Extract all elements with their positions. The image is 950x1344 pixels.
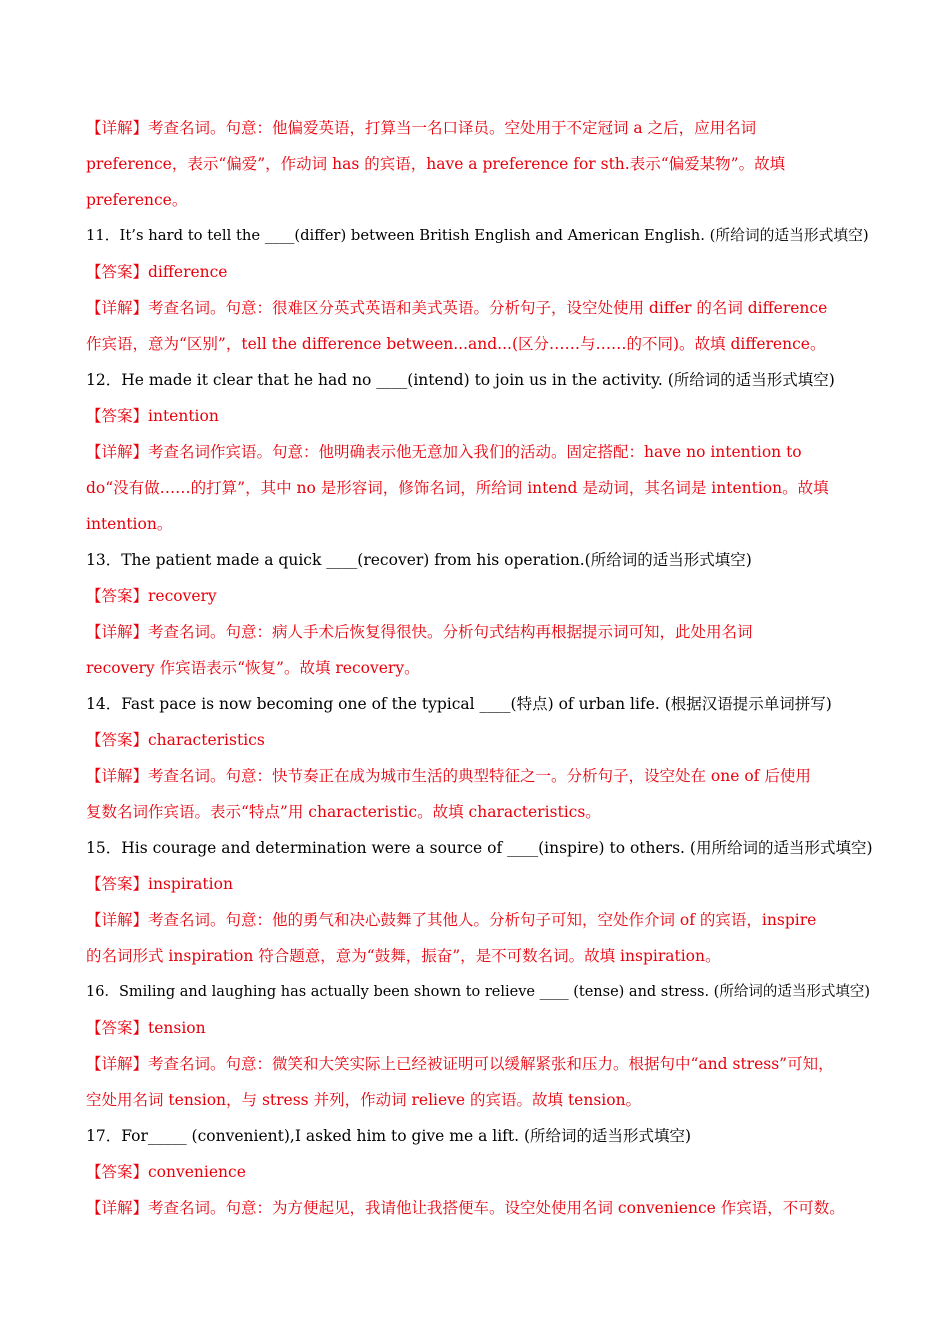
- detail-line: 作宾语，意为“区别”，tell the difference between...and...(区分……与……的不同)。故填 difference。: [86, 335, 826, 353]
- detail-line: 【详解】考查名词。句意：病人手术后恢复得很快。分析句式结构再根据提示词可知，此处用名词: [86, 623, 753, 641]
- detail-block: [86, 1190, 876, 1226]
- detail-block: [86, 434, 876, 542]
- answer-block: [86, 398, 876, 434]
- answer-line: 【答案】recovery: [86, 587, 217, 605]
- detail-block: [86, 758, 876, 830]
- answer-line: 【答案】difference: [86, 263, 228, 281]
- detail-block: [86, 110, 876, 218]
- detail-block: [86, 290, 876, 362]
- question-line: 13．The patient made a quick ____(recover) from his operation.(所给词的适当形式填空): [86, 551, 752, 569]
- answer-block: [86, 254, 876, 290]
- detail-line: 【详解】考查名词。句意：很难区分英式英语和美式英语。分析句子，设空处使用 differ 的名词 difference: [86, 299, 828, 317]
- question-block: [86, 830, 876, 866]
- answer-line: 【答案】inspiration: [86, 875, 233, 893]
- detail-line: recovery 作宾语表示“恢复”。故填 recovery。: [86, 659, 420, 677]
- detail-line: 的名词形式 inspiration 符合题意，意为“鼓舞，振奋”，是不可数名词。故填 inspiration。: [86, 947, 721, 965]
- answer-block: [86, 1010, 876, 1046]
- detail-line: do“没有做……的打算”，其中 no 是形容词，修饰名词，所给词 intend 是动词，其名词是 intention。故填: [86, 479, 829, 497]
- detail-line: 【详解】考查名词。句意：为方便起见，我请他让我搭便车。设空处使用名词 convenience 作宾语，不可数。: [86, 1199, 845, 1217]
- question-line: 16．Smiling and laughing has actually been shown to relieve ____ (tense) and stress. (所给词的适当形式填空): [86, 984, 870, 1000]
- answer-line: 【答案】intention: [86, 407, 219, 425]
- answer-line: 【答案】characteristics: [86, 731, 265, 749]
- question-block: [86, 686, 876, 722]
- question-block: [86, 218, 876, 254]
- answer-block: [86, 578, 876, 614]
- detail-line: 复数名词作宾语。表示“特点”用 characteristic。故填 characteristics。: [86, 803, 601, 821]
- detail-line: 【详解】考查名词作宾语。句意：他明确表示他无意加入我们的活动。固定搭配：have no intention to: [86, 443, 802, 461]
- question-line: 17．For_____ (convenient),I asked him to give me a lift. (所给词的适当形式填空): [86, 1127, 692, 1145]
- answer-block: [86, 1154, 876, 1190]
- answer-block: [86, 866, 876, 902]
- detail-block: [86, 902, 876, 974]
- question-block: [86, 1118, 876, 1154]
- question-line: 15．His courage and determination were a source of ____(inspire) to others. (用所给词的适当形式填空): [86, 839, 873, 857]
- answer-line: 【答案】tension: [86, 1019, 206, 1037]
- answer-line: 【答案】convenience: [86, 1163, 246, 1181]
- detail-line: preference，表示“偏爱”，作动词 has 的宾语，have a preference for sth.表示“偏爱某物”。故填: [86, 155, 786, 173]
- question-block: [86, 542, 876, 578]
- detail-line: intention。: [86, 515, 173, 533]
- detail-block: [86, 1046, 876, 1118]
- question-line: 12．He made it clear that he had no ____(intend) to join us in the activity. (所给词的适当形式填空): [86, 371, 835, 389]
- detail-line: 空处用名词 tension，与 stress 并列，作动词 relieve 的宾语。故填 tension。: [86, 1091, 642, 1109]
- question-block: [86, 974, 876, 1010]
- document-page: [86, 110, 876, 1226]
- detail-line: 【详解】考查名词。句意：微笑和大笑实际上已经被证明可以缓解紧张和压力。根据句中“and stress”可知，: [86, 1055, 834, 1073]
- answer-block: [86, 722, 876, 758]
- detail-line: 【详解】考查名词。句意：快节奏正在成为城市生活的典型特征之一。分析句子，设空处在 one of 后使用: [86, 767, 811, 785]
- detail-block: [86, 614, 876, 686]
- detail-line: 【详解】考查名词。句意：他偏爱英语，打算当一名口译员。空处用于不定冠词 a 之后，应用名词: [86, 119, 757, 137]
- question-block: [86, 362, 876, 398]
- question-line: 14．Fast pace is now becoming one of the typical ____(特点) of urban life. (根据汉语提示单词拼写): [86, 695, 832, 713]
- detail-line: preference。: [86, 191, 188, 209]
- question-line: 11．It’s hard to tell the ____(differ) between British English and American English. (所给词的适当形式填空): [86, 227, 869, 244]
- detail-line: 【详解】考查名词。句意：他的勇气和决心鼓舞了其他人。分析句子可知，空处作介词 of 的宾语，inspire: [86, 911, 817, 929]
